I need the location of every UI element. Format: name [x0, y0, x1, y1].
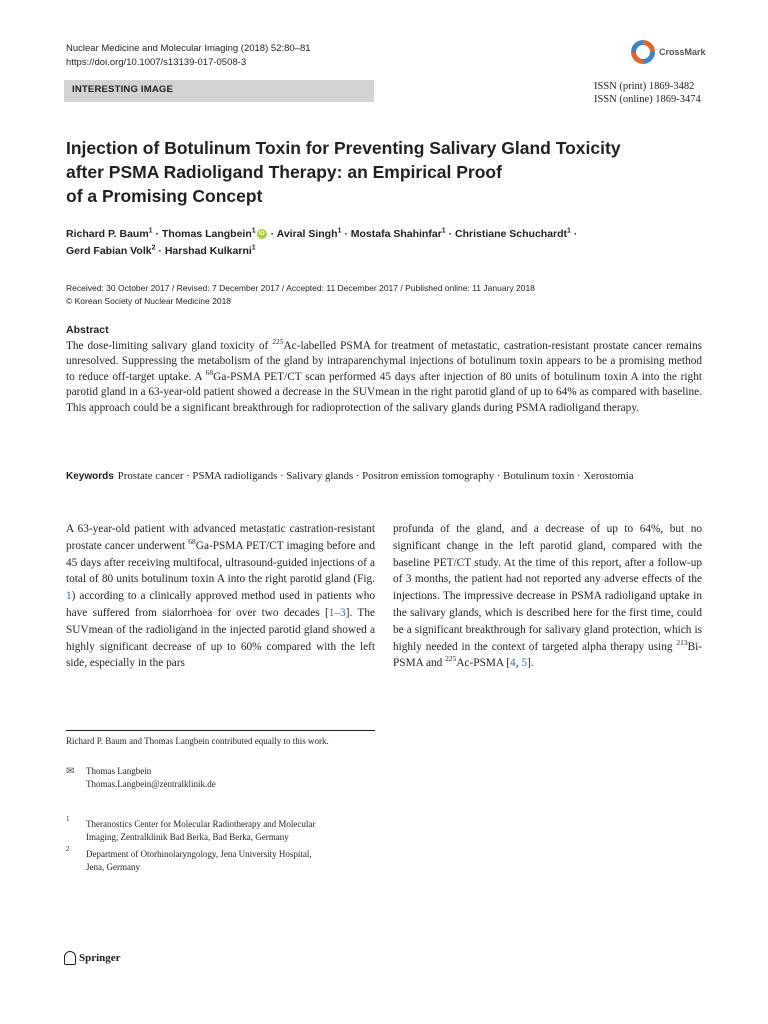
affiliation: Department of Otorhinolaryngology, Jena University Hospital, Jena, Germany — [86, 849, 312, 872]
crossmark-label: CrossMark — [659, 47, 706, 57]
reference-link[interactable]: 5 — [521, 657, 527, 670]
title-line: of a Promising Concept — [66, 186, 263, 206]
issn-print: ISSN (print) 1869-3482 — [594, 81, 695, 92]
abstract-heading: Abstract — [66, 324, 109, 336]
corresponding-email[interactable]: Thomas.Langbein@zentralklinik.de — [86, 779, 216, 789]
crossmark-badge[interactable] — [631, 40, 706, 64]
author-name[interactable]: Richard P. Baum — [66, 228, 149, 240]
figure-link[interactable]: 1 — [66, 590, 72, 603]
keywords-label: Keywords — [66, 471, 114, 482]
corresponding-author — [86, 765, 216, 791]
author-list: Richard P. Baum$^1$ · Thomas Langbein$^1$ iD · Aviral Singh$^1$ · Mostafa Shahinfar$^1$ · Christiane Schuchardt$^1$ · Gerd Fabian Volk$^2$ · Harshad Kulkarni$^1$ — [66, 227, 578, 257]
publisher-name: Springer — [79, 952, 121, 964]
author-name[interactable]: Gerd Fabian Volk — [66, 245, 152, 257]
reference-link[interactable]: 4 — [510, 657, 516, 670]
journal-name: Nuclear Medicine and Molecular Imaging (2018) 52:80–81 — [66, 43, 311, 54]
journal-citation — [66, 42, 311, 70]
footnote-divider — [66, 730, 375, 731]
author-name[interactable]: Aviral Singh — [276, 228, 338, 240]
equal-contribution-note: Richard P. Baum and Thomas Langbein contributed equally to this work. — [66, 736, 329, 746]
keywords — [66, 470, 706, 482]
affiliation: Theranostics Center for Molecular Radiotherapy and Molecular Imaging, Zentralklinik Bad Berka, Bad Berka, Germany — [86, 819, 316, 842]
article-title — [66, 136, 666, 208]
author-name[interactable]: Mostafa Shahinfar — [350, 228, 442, 240]
author-name[interactable]: Harshad Kulkarni — [164, 245, 252, 257]
corresponding-name: Thomas Langbein — [86, 766, 152, 776]
copyright-line — [66, 295, 535, 308]
springer-horse-icon — [64, 951, 76, 965]
affiliation-marker: 2 — [151, 244, 156, 252]
dates-line: Received: 30 October 2017 / Revised: 7 December 2017 / Accepted: 11 December 2017 / Published online: 11 January 2018 — [66, 283, 535, 293]
affiliation-marker: 1 — [148, 227, 153, 235]
issn-block — [594, 80, 701, 106]
copyright-icon: © — [66, 296, 73, 306]
article-type-banner: INTERESTING IMAGE — [64, 80, 374, 102]
envelope-icon: ✉ — [66, 766, 75, 777]
publisher-logo — [64, 951, 121, 965]
affiliation-marker: 1 — [251, 244, 256, 252]
keywords-list: Prostate cancer · PSMA radioligands · Salivary glands · Positron emission tomography · Botulinum toxin · Xerostomia — [117, 470, 634, 482]
affiliation-marker: 1 — [441, 227, 446, 235]
reference-link[interactable]: 1–3 — [328, 606, 346, 619]
body-column-left: A 63-year-old patient with advanced metastatic castration-resistant prostate cancer underwent $^{68}$Ga-PSMA PET/CT imaging before and 45 days after receiving multifocal, ultrasound-guided injections of a total of 80 units botulinum toxin A into the right parotid gland (Fig. 1) according to a clinically approved method used in patients who have suffered from sialorrhoea for over two decades [1–3]. The SUVmean of the radioligand in the injected parotid gland showed a highly significant decrease of up to 60% compared with the left side, especially in the pars — [66, 523, 375, 670]
copyright-text: Korean Society of Nuclear Medicine 2018 — [74, 296, 232, 306]
issn-online: ISSN (online) 1869-3474 — [594, 94, 701, 105]
title-line: Injection of Botulinum Toxin for Preventing Salivary Gland Toxicity — [66, 138, 621, 158]
orcid-icon[interactable]: iD — [258, 231, 265, 238]
author-name[interactable]: Christiane Schuchardt — [455, 228, 568, 240]
affiliation-number: 2 — [66, 845, 70, 853]
abstract-text: The dose-limiting salivary gland toxicity of $^{225}$Ac-labelled PSMA for treatment of metastatic, castration-resistant prostate cancer remains unresolved. Suppressing the metabolism of the gland by intraparenchymal injections of botulinum toxin appears to be a promising method to reduce off-target uptake. A $^{68}$Ga-PSMA PET/CT scan performed 45 days after injection of 80 units of botulinum toxin A into the right parotid gland in a 63-year-old patient showed a decrease in the SUVmean in the right parotid gland of up to 64% as compared with baseline. This approach could be a significant breakthrough for radioprotection of the salivary glands during PSMA radioligand therapy. — [66, 337, 703, 414]
title-line: after PSMA Radioligand Therapy: an Empirical Proof — [66, 162, 502, 182]
affiliation-marker: 1 — [567, 227, 571, 235]
affiliation-number: 1 — [66, 815, 70, 823]
body-column-right: profunda of the gland, and a decrease of up to 64%, but no significant change in the left parotid gland, compared with the baseline PET/CT study. At the time of this report, after a follow-up of 3 months, the patient had not reported any adverse effects of the injections. The impressive decrease in PSMA radioligand uptake in the salivary glands, which is described here for the first time, could be a significant breakthrough for salivary gland protection, which is highly needed in the context of targeted alpha therapy using $^{213}$Bi-PSMA and $^{225}$Ac-PSMA [4, 5]. — [393, 523, 702, 670]
publication-history — [66, 282, 535, 308]
doi-link[interactable]: https://doi.org/10.1007/s13139-017-0508-3 — [66, 57, 247, 68]
crossmark-icon — [631, 40, 655, 64]
affiliation-marker: 1 — [251, 227, 256, 235]
affiliation-marker: 1 — [337, 227, 342, 235]
author-name[interactable]: Thomas Langbein — [161, 228, 252, 240]
